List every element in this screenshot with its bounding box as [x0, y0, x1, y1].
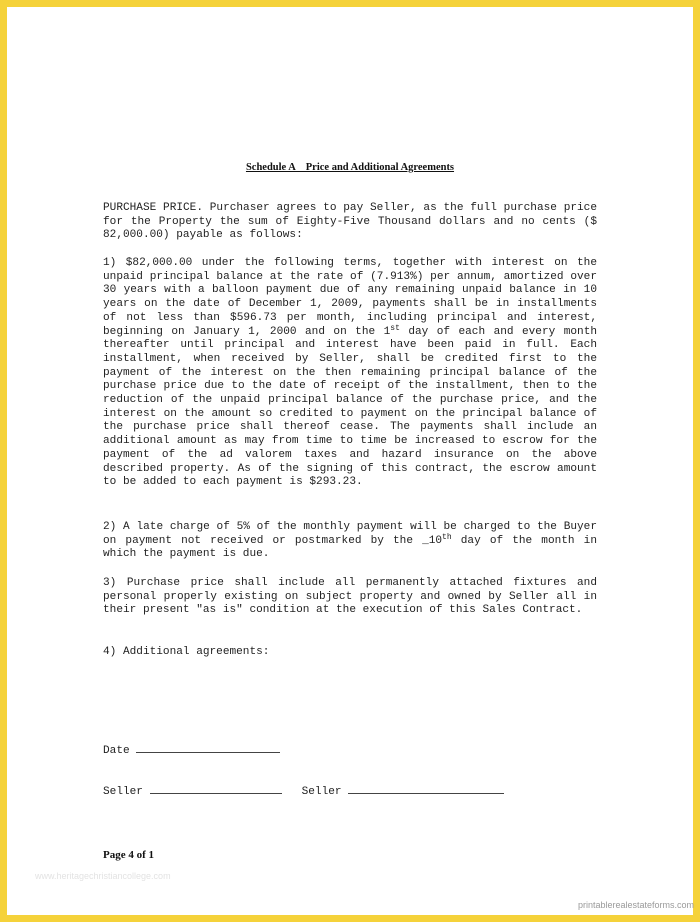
terms-ordinal: st: [390, 323, 400, 333]
document-page: [7, 7, 693, 915]
seller-blank-1[interactable]: [150, 783, 282, 794]
seller-signature-line: [103, 783, 504, 798]
seller-label-1: Seller: [103, 786, 150, 798]
page-number: Page 4 of 1: [103, 849, 155, 861]
date-blank[interactable]: [136, 742, 280, 753]
schedule-title: Schedule A Price and Additional Agreements: [245, 162, 455, 173]
date-label: Date: [103, 745, 137, 757]
terms-text-a: 1) $82,000.00 under the following terms, together with interest on the unpaid principal balance at the rate of (7.913%) per annum, amortized over 30 years with a balloon payment due of any remaining unpaid balance in 10 years on the date of December 1, 2009, payments shall be in installments of not less than $596.73 per month, including principal and interest, beginning on January 1, 2000 and on the 1: [103, 257, 597, 338]
watermark-left: www.heritagechristiancollege.com: [35, 871, 171, 881]
intro-paragraph: PURCHASE PRICE. Purchaser agrees to pay Seller, as the full purchase price for the Property the sum of Eighty-Five Thousand dollars and no cents ($ 82,000.00) payable as follows:: [103, 202, 597, 242]
fixtures-paragraph: 3) Purchase price shall include all permanently attached fixtures and personal properly existing on subject property and owned by Seller all in their present "as is" condition at the execution of this Sales Contract.: [103, 577, 597, 617]
additional-agreements-heading: 4) Additional agreements:: [103, 646, 270, 658]
terms-paragraph: [103, 257, 597, 490]
date-line: [103, 742, 280, 757]
late-charge-ordinal: th: [442, 532, 452, 542]
terms-text-b: day of each and every month thereafter until principal and interest have been paid in full. Each installment, when received by Seller, shall be credited first to the payment of the interest on the then remaining principal balance of the purchase price due to the date of receipt of the installment, then to the reduction of the unpaid principal balance of the purchase price, and the interest on the amount so credited to payment on the principal balance of the purchase price shall thereof cease. The payments shall include an additional amount as may from time to time be increased to escrow for the payment of the ad valorem taxes and hazard insurance on the above described property. As of the signing of this contract, the escrow amount to be added to each payment is $293.23.: [103, 325, 598, 489]
seller-blank-2[interactable]: [348, 783, 504, 794]
late-charge-paragraph: [103, 521, 597, 562]
late-charge-text-b: day of the month in which the payment is due.: [103, 534, 597, 561]
seller-label-2: Seller: [301, 786, 349, 798]
watermark-right: printablerealestateforms.com: [577, 900, 694, 910]
late-charge-text-a: 2) A late charge of 5% of the monthly payment will be charged to the Buyer on payment not received or postmarked by the _10: [103, 521, 597, 547]
